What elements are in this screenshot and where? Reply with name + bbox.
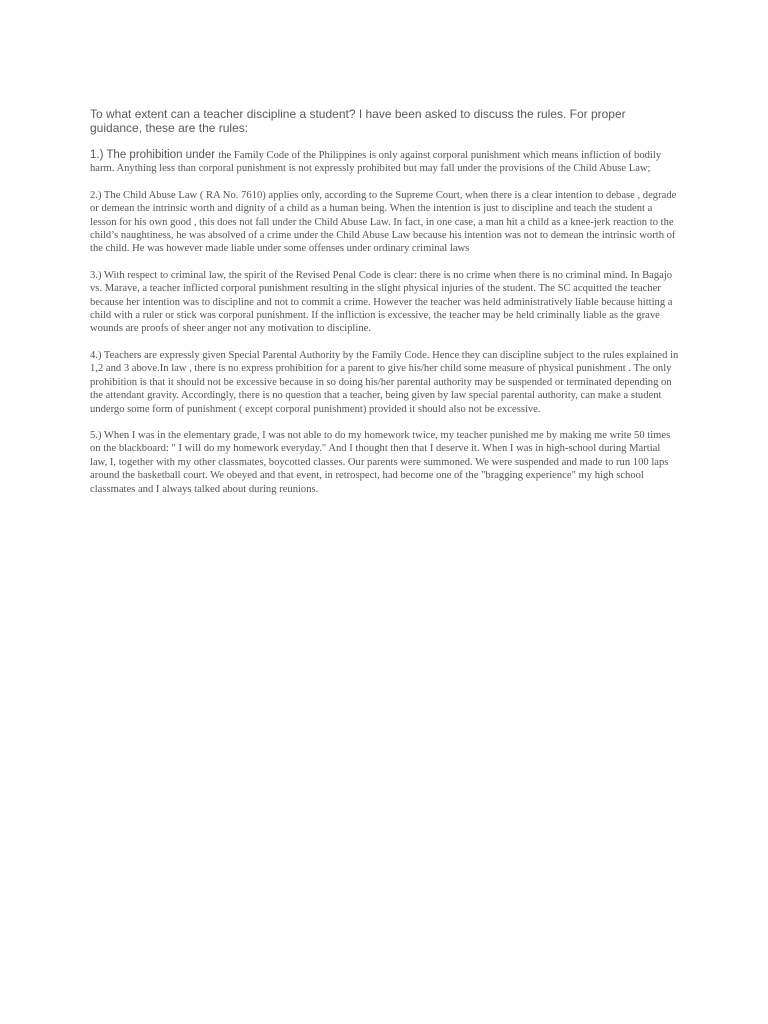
rule-4-text: 4.) Teachers are expressly given Special Parental Authority by the Family Code. Hence they can discipline subject to the rules explained in 1,2 and 3 above.In law , there is no express prohibition for a parent to give his/her child some measure of physical punishment . The only prohibition is that it should not be excessive because in so doing his/her parental authority may be suspended or terminated depending on the attendant gravity. Accordingly, there is no question that a teacher, being given by law special parental authority, can make a student undergo some form of punishment ( except corporal punishment) provided it should also not be excessive. xyxy=(90,349,679,415)
rule-3-text: 3.) With respect to criminal law, the spirit of the Revised Penal Code is clear: there is no crime when there is no criminal mind. In Bagajo vs. Marave, a teacher inflicted corporal punishment resulting in the slight physical injuries of the student. The SC acquitted the teacher because her intention was to discipline and not to commit a crime. However the teacher was held administratively liable because hitting a child with a ruler or stick was corporal punishment. If the infliction is excessive, the teacher may be held criminally liable as the grave wounds are proofs of sheer anger not any motivation to discipline. xyxy=(90,269,673,335)
intro-paragraph: To what extent can a teacher discipline a student? I have been asked to discuss the rules. For proper guidance, these are the rules: xyxy=(90,107,626,135)
rule-5-text: 5.) When I was in the elementary grade, I was not able to do my homework twice, my teacher punished me by making me write 50 times on the blackboard: " I will do my homework everyday." And I thought then that I deserve it. When I was in high-school during Martial law, I, together with my other classmates, boycotted classes. Our parents were summoned. We were suspended and made to run 100 laps around the basketball court. We obeyed and that event, in retrospect, had become one of the "bragging experience" my high school classmates and I always talked about during reunions. xyxy=(90,429,671,495)
rule-paragraph-5 xyxy=(90,429,680,496)
document-body xyxy=(90,107,680,509)
rule-1-text: the Family Code of the Philippines is only against corporal punishment which means infliction of bodily harm. Anything less than corporal punishment is not expressly prohibited but may fall under the provisions of the Child Abuse Law; xyxy=(90,150,662,175)
rule-paragraph-2 xyxy=(90,189,680,256)
rule-paragraph-1 xyxy=(90,149,680,176)
rule-paragraph-4 xyxy=(90,349,680,416)
rule-2-text: 2.) The Child Abuse Law ( RA No. 7610) applies only, according to the Supreme Court, when there is a clear intention to debase , degrade or demean the intrinsic worth and dignity of a child as a human being. When the intention is just to discipline and teach the student a lesson for his own good , this does not fall under the Child Abuse Law. In fact, in one case, a man hit a child as a knee-jerk reaction to the child’s naughtiness, he was absolved of a crime under the Child Abuse Law because his intention was not to demean the intrinsic worth of the child. He was however made liable under some offenses under ordinary criminal laws xyxy=(90,189,677,255)
rule-1-lead: 1.) The prohibition under xyxy=(90,149,219,161)
rule-paragraph-3 xyxy=(90,269,680,336)
